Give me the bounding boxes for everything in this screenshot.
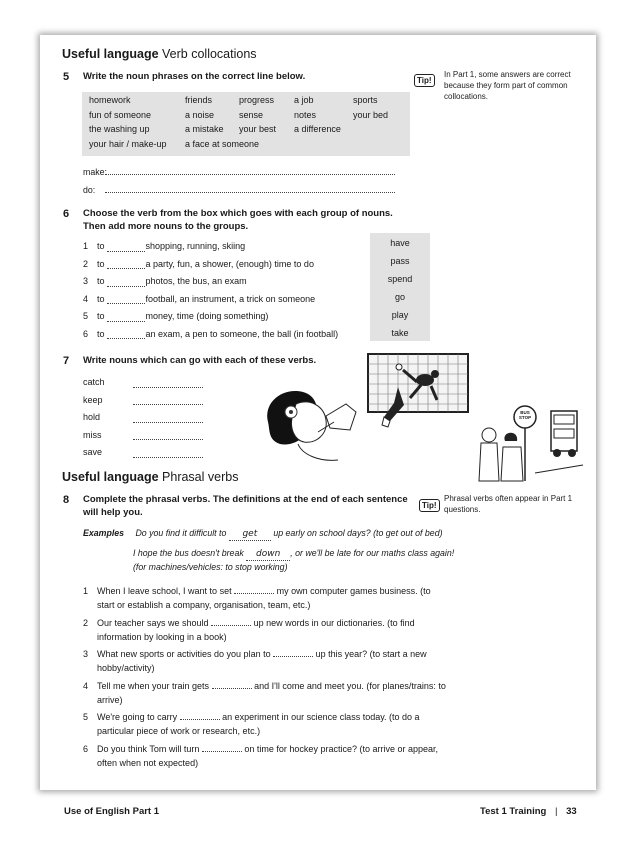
q7-verb-row: catch xyxy=(83,374,213,392)
answer-line[interactable] xyxy=(107,256,145,270)
section-heading-verb-collocations xyxy=(62,47,257,61)
q7-verb-row: save xyxy=(83,444,213,462)
word-box-item: progress xyxy=(239,95,275,105)
word-box-item: your bed xyxy=(353,109,389,120)
q8-item: 4 Tell me when your train gets and I'll come and meet you. (for planes/trains: to arrive) xyxy=(83,680,446,705)
heading-rest: Verb collocations xyxy=(162,47,257,61)
q6-verb: go xyxy=(394,292,405,302)
footer-left: Use of English Part 1 xyxy=(64,806,160,817)
answer-line[interactable] xyxy=(202,751,242,752)
example-answer: down xyxy=(246,548,290,561)
q8-item: 2 Our teacher says we should up new words in our dictionaries. (to find information by looking in a book) xyxy=(83,617,415,642)
answer-line[interactable] xyxy=(105,192,395,193)
heading-bold: Useful language xyxy=(62,47,159,61)
q5-tip-text: In Part 1, some answers are correct because they form part of common collocations. xyxy=(444,70,571,101)
answer-line[interactable] xyxy=(234,593,274,594)
answer-line[interactable] xyxy=(133,444,203,458)
answer-line[interactable] xyxy=(107,273,145,287)
q5-line-do: do: xyxy=(83,184,395,196)
question-number-6: 6 xyxy=(63,208,70,220)
q6-item: 6 to an exam, a pen to someone, the ball (in football) xyxy=(83,326,373,344)
q8-instruction: Complete the phrasal verbs. The definitions at the end of each sentence will help you. xyxy=(83,494,408,518)
answer-line[interactable] xyxy=(211,625,251,626)
word-box-item: friends xyxy=(185,95,213,105)
q7-verb-row: miss xyxy=(83,427,213,445)
q7-verb-row: hold xyxy=(83,409,213,427)
q6-verb: spend xyxy=(387,274,413,284)
q6-item: 3 to photos, the bus, an exam xyxy=(83,273,373,291)
q6-items xyxy=(83,238,373,343)
word-box-item: your hair / make-up xyxy=(89,138,167,149)
answer-line[interactable] xyxy=(273,656,313,657)
word-box-item: sense xyxy=(239,109,264,120)
q8-example-2-definition: (for machines/vehicles: to stop working) xyxy=(133,562,288,572)
sneezing-girl-illustration xyxy=(258,382,368,466)
footer-right: Test 1 Training | 33 xyxy=(480,806,577,817)
answer-line[interactable] xyxy=(107,238,145,252)
answer-line[interactable] xyxy=(180,719,220,720)
q6-instruction: Choose the verb from the box which goes with each group of nouns. Then add more nouns to the groups. xyxy=(83,208,393,232)
word-box-item: a job xyxy=(294,95,314,105)
q7-verb-row: keep xyxy=(83,392,213,410)
word-box-item: a noise xyxy=(185,109,215,120)
question-number-7: 7 xyxy=(63,355,70,367)
q8-item: 5 We're going to carry an experiment in our science class today. (to do a particular piece of work or research, etc.) xyxy=(83,712,420,736)
tip-badge: Tip! xyxy=(419,499,440,512)
q8-item: 3 What new sports or activities do you plan to up this year? (to start a new hobby/activity) xyxy=(83,649,427,673)
q6-item: 5 to money, time (doing something) xyxy=(83,308,373,326)
word-box-item: sports xyxy=(353,95,378,105)
q6-verb: take xyxy=(391,328,409,338)
q8-tip-text: Phrasal verbs often appear in Part 1 questions. xyxy=(444,494,573,514)
q6-item: 1 to shopping, running, skiing xyxy=(83,238,373,256)
example-answer: get xyxy=(229,528,271,541)
bus-stop-sign-text: BUS STOP xyxy=(518,410,532,420)
answer-line[interactable] xyxy=(133,392,203,406)
word-box-item: homework xyxy=(89,95,131,105)
q8-items xyxy=(83,584,483,773)
q5-line-make: make: xyxy=(83,166,395,178)
answer-line[interactable] xyxy=(133,374,203,388)
section-heading-phrasal-verbs: Useful language Phrasal verbs xyxy=(62,470,239,484)
q8-item: 1 When I leave school, I want to set my own computer games business. (to start or establish a company, organisation, team, etc.) xyxy=(83,586,431,610)
word-box-item: a mistake xyxy=(185,124,224,134)
q5-tip xyxy=(414,70,435,88)
q8-tip xyxy=(419,495,440,513)
q6-item: 2 to a party, fun, a shower, (enough) time to do xyxy=(83,256,373,274)
q6-verb: play xyxy=(391,310,409,320)
word-box-item: fun of someone xyxy=(89,109,152,120)
q8-example-1: Examples Do you find it difficult to get up early on school days? (to get out of bed) xyxy=(83,528,443,539)
answer-line[interactable] xyxy=(107,291,145,305)
answer-line[interactable] xyxy=(107,326,145,340)
word-box-item: a face at someone xyxy=(185,138,260,149)
q6-item: 4 to football, an instrument, a trick on someone xyxy=(83,291,373,309)
question-number-5: 5 xyxy=(63,71,70,83)
q8-item: 6 Do you think Tom will turn on time for hockey practice? (to arrive or appear, often when not expected) xyxy=(83,743,438,768)
q7-verb-list xyxy=(83,374,213,462)
word-box-item: notes xyxy=(294,109,317,120)
answer-line[interactable] xyxy=(133,427,203,441)
answer-line[interactable] xyxy=(107,308,145,322)
q6-verb-list xyxy=(370,234,430,342)
word-box-item: your best xyxy=(239,124,277,134)
football-boot-illustration xyxy=(380,385,410,430)
answer-line[interactable] xyxy=(212,688,252,689)
answer-line[interactable] xyxy=(133,409,203,423)
tip-badge: Tip! xyxy=(414,74,435,87)
answer-line[interactable] xyxy=(105,174,395,175)
question-number-8: 8 xyxy=(63,494,70,506)
q6-verb: have xyxy=(390,238,410,248)
word-box-item: a difference xyxy=(294,124,341,134)
q5-instruction: Write the noun phrases on the correct line below. xyxy=(83,71,306,82)
q7-instruction: Write nouns which can go with each of these verbs. xyxy=(83,355,317,366)
word-box-item: the washing up xyxy=(89,124,150,134)
q6-verb: pass xyxy=(390,256,410,266)
q8-example-2: I hope the bus doesn't break down , or we'll be late for our maths class again! xyxy=(133,548,455,559)
